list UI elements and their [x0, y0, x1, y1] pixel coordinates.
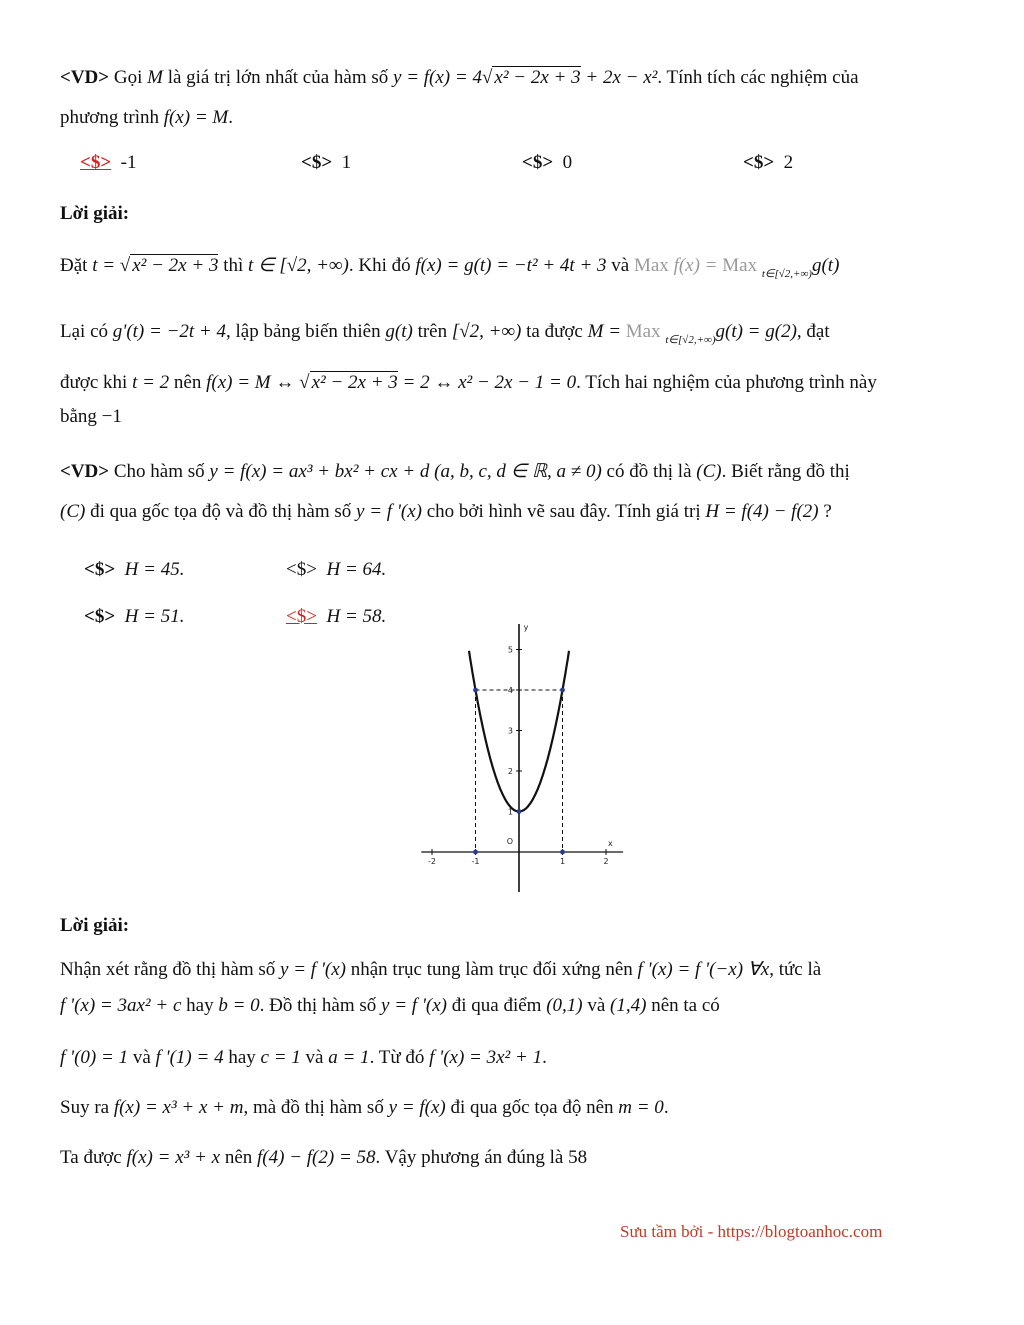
math-expr: y = f '(x) [381, 995, 447, 1016]
math-expr: f '(x) = 3ax² + c [60, 995, 182, 1016]
math-expr: y = f(x) = 4 [393, 67, 482, 88]
text: có đồ thị là [601, 461, 697, 482]
math-radicand: x² − 2x + 3 [311, 372, 398, 393]
option-value: -1 [120, 152, 137, 173]
text: . [542, 1047, 547, 1068]
q2-option-c[interactable] [84, 606, 286, 628]
text: nên ta có [646, 995, 720, 1016]
q1-options [80, 152, 965, 174]
math-expr: H = f(4) − f(2) [705, 501, 819, 522]
document-page [60, 58, 965, 640]
text: . Đồ thị hàm số [259, 995, 382, 1016]
text: . [228, 107, 233, 128]
option-value: 0 [562, 152, 573, 173]
x-tick-label: 2 [603, 857, 609, 866]
math-expr: a = 1 [328, 1047, 370, 1068]
math-expr: c = 1 [260, 1047, 301, 1068]
text: đi qua điểm [446, 995, 547, 1016]
math-var: M [147, 67, 163, 88]
math-expr: f(x) = x³ + x + m [113, 1097, 244, 1118]
graph-axes [421, 624, 623, 892]
text: được khi [60, 372, 133, 393]
math-subscript: t∈[√2,+∞) [761, 268, 812, 280]
text: nên [169, 372, 207, 393]
text: nhận trục tung làm trục đối xứng nên [345, 959, 638, 980]
marked-point [473, 850, 478, 855]
option-value: H = 64. [326, 558, 387, 580]
text: Suy ra [60, 1097, 114, 1118]
solution-2 [60, 906, 965, 1178]
math-radicand: x² − 2x + 3 [494, 67, 581, 88]
math-expr: g(t) [385, 321, 413, 342]
math-expr: t = 2 [132, 372, 170, 393]
math-radicand: x² − 2x + 3 [132, 255, 219, 276]
text: Gọi [109, 67, 148, 88]
option-value: 1 [341, 152, 352, 173]
math-expr: (C) [696, 461, 722, 482]
q1-option-c[interactable] [522, 152, 743, 174]
text: . Tính tích các nghiệm của [657, 67, 859, 88]
marked-point [560, 850, 565, 855]
text: Nhận xét rằng đồ thị hàm số [60, 959, 281, 980]
option-value: 2 [783, 152, 794, 173]
math-max: Max [722, 255, 758, 276]
math-expr: (1,4) [610, 995, 647, 1016]
solution-2-line-5 [60, 1138, 965, 1178]
math-expr: t ∈ [√2, +∞) [248, 255, 349, 276]
option-marker: <$> [286, 605, 317, 627]
option-value: H = 58. [326, 605, 387, 627]
text: , mà đồ thị hàm số [243, 1097, 389, 1118]
math-expr: f '(x) = f '(−x) ∀x [637, 959, 770, 980]
x-tick-label: -2 [428, 857, 436, 866]
text: . Vậy phương án đúng là 58 [375, 1147, 588, 1168]
text: . Từ đó [369, 1047, 430, 1068]
solution-2-line-3 [60, 1038, 965, 1078]
text: Cho hàm số [109, 461, 210, 482]
math-expr: f(x) = [668, 255, 723, 276]
text: ta được [521, 321, 588, 342]
math-expr: M = [587, 321, 626, 342]
graph-labels [428, 623, 613, 866]
text: phương trình [60, 107, 164, 128]
math-expr: (C) [60, 501, 86, 522]
text: . Khi đó [348, 255, 416, 276]
text: Ta được [60, 1147, 127, 1168]
q1-option-a[interactable] [80, 152, 301, 174]
y-tick-label: 4 [507, 686, 513, 695]
option-marker: <$> [84, 558, 116, 580]
option-value: H = 45. [124, 558, 185, 580]
text: và [606, 255, 634, 276]
text: . Tích hai nghiệm của phương trình này [576, 372, 877, 393]
y-axis-label: y [523, 623, 529, 632]
x-tick-label: 1 [559, 857, 566, 866]
text: đi qua gốc tọa độ và đồ thị hàm số [85, 501, 357, 522]
x-axis-label: x [607, 839, 613, 848]
q2-option-a[interactable] [84, 559, 286, 581]
text: , tức là [769, 959, 822, 980]
math-expr: f '(0) = 1 [60, 1047, 129, 1068]
text: hay [223, 1047, 261, 1068]
text: và [128, 1047, 156, 1068]
option-marker: <$> [743, 152, 775, 173]
solution-1-heading: Lời giải: [60, 203, 130, 224]
derivative-graph [420, 620, 630, 892]
footer-credit[interactable]: Sưu tầm bởi - https://blogtoanhoc.com [620, 1222, 883, 1241]
text: và [582, 995, 611, 1016]
option-marker: <$> [80, 152, 112, 173]
x-tick-label: -1 [471, 857, 480, 866]
question-tag: <VD> [60, 67, 110, 88]
math-expr: m = 0 [618, 1097, 664, 1118]
solution-1-line-3: được khi t = 2 nên f(x) = M ↔ √ x² − 2x + 3 = 2 ↔ x² − 2x − 1 = 0. Tích hai nghiệm của phương trình này bằng −1 [60, 372, 877, 427]
text: nên [220, 1147, 258, 1168]
y-tick-label: 5 [507, 645, 513, 655]
origin-label: O [506, 837, 513, 846]
math-expr: f(x) = M ↔ [206, 372, 300, 393]
math-expr: t = [92, 255, 120, 276]
solution-2-heading: Lời giải: [60, 915, 130, 936]
solution-2-line-1 [60, 952, 965, 1024]
math-expr: + 2x − x² [580, 67, 658, 88]
math-max: Max [625, 321, 661, 342]
math-expr: f(4) − f(2) = 58 [257, 1147, 376, 1168]
option-value: H = 51. [124, 605, 185, 627]
text: , lập bảng biến thiên [226, 321, 386, 342]
math-expr: f(x) = M [163, 107, 229, 128]
solution-1-line-1: Đặt t = √ x² − 2x + 3 thì t ∈ [√2, +∞). Khi đó f(x) = g(t) = −t² + 4t + 3 và Max f(x) = Max $_{t\in[√2,+\infty)}$g(t) [60, 255, 840, 280]
text: là giá trị lớn nhất của hàm số [162, 67, 394, 88]
math-max: Max [633, 255, 669, 276]
q1-option-b[interactable] [301, 152, 522, 174]
math-expr: f '(x) = 3x² + 1 [429, 1047, 543, 1068]
text: trên [412, 321, 452, 342]
y-tick-label: 1 [507, 807, 513, 817]
math-expr: y = f(x) = ax³ + bx² + cx + d (a, b, c, d ∈ ℝ, a ≠ 0) [209, 461, 602, 482]
question-tag: <VD> [60, 461, 110, 482]
option-marker: <$> [84, 605, 116, 627]
math-expr: y = f '(x) [280, 959, 346, 980]
option-marker: <$> [301, 152, 333, 173]
text: cho bởi hình vẽ sau đây. Tính giá trị [421, 501, 706, 522]
y-tick-label: 3 [507, 726, 513, 736]
question-1: <VD> Gọi M là giá trị lớn nhất của hàm số y = f(x) = 4√ x² − 2x + 3 + 2x − x². Tính tích các nghiệm của phương trình f(x) = M. [60, 67, 859, 128]
y-tick-label: 2 [507, 767, 513, 776]
text: . [663, 1097, 669, 1118]
marked-point [473, 688, 478, 693]
math-expr: y = f(x) [388, 1097, 446, 1118]
text: hay [181, 995, 219, 1016]
math-expr: (0,1) [546, 995, 583, 1016]
text: thì [218, 255, 249, 276]
math-expr: g'(t) = −2t + 4 [112, 321, 227, 342]
text: ? [818, 501, 832, 522]
marked-point [560, 688, 565, 693]
text: , đạt [796, 321, 830, 342]
solution-1-line-2 [60, 312, 965, 360]
math-expr: g(t) = g(2) [715, 321, 797, 342]
option-marker: <$> [286, 558, 317, 580]
math-expr: f '(1) = 4 [155, 1047, 224, 1068]
text: Lại có [60, 321, 113, 342]
q1-option-d[interactable] [743, 152, 964, 174]
math-subscript: t∈[√2,+∞) [665, 334, 716, 346]
text: . Biết rằng đồ thị [721, 461, 850, 482]
math-expr: y = f '(x) [356, 501, 422, 522]
marked-point [517, 809, 522, 814]
text: đi qua gốc tọa độ nên [445, 1097, 619, 1118]
math-expr: f(x) = x³ + x [126, 1147, 221, 1168]
option-marker: <$> [522, 152, 554, 173]
math-expr: b = 0 [218, 995, 260, 1016]
math-expr: [√2, +∞) [451, 321, 522, 342]
math-expr: g(t) [811, 255, 840, 276]
math-expr: f(x) = g(t) = −t² + 4t + 3 [415, 255, 607, 276]
math-expr: = 2 ↔ x² − 2x − 1 = 0 [397, 372, 577, 393]
text: bằng −1 [60, 406, 122, 427]
question-2 [60, 452, 965, 532]
q2-option-b[interactable] [286, 559, 488, 581]
solution-2-line-4 [60, 1088, 965, 1128]
text: Đặt [60, 255, 93, 276]
text: và [300, 1047, 329, 1068]
